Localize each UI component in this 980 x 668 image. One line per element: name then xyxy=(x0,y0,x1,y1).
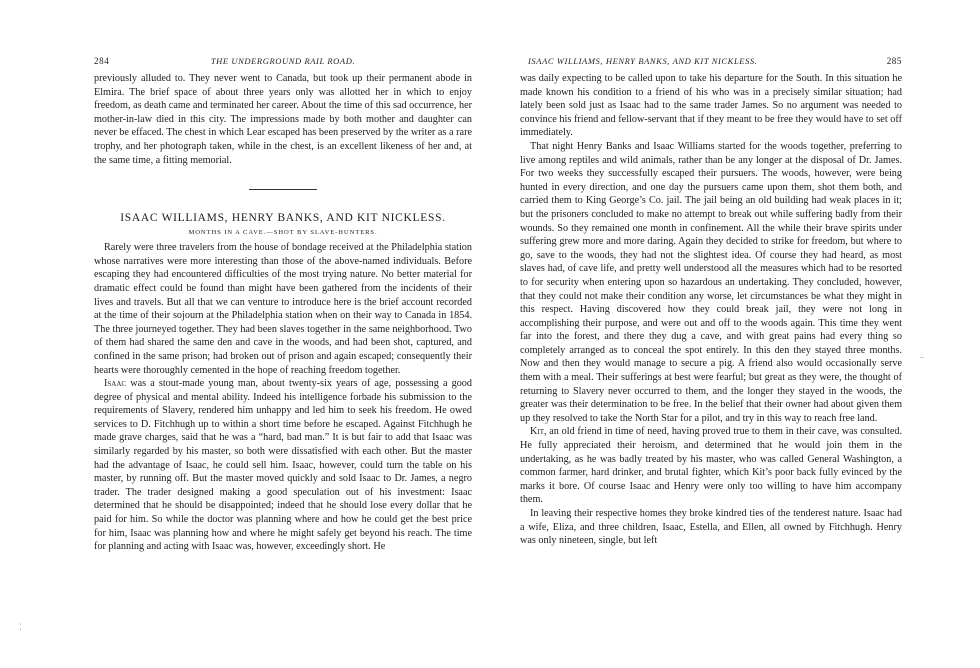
body-paragraph: was daily expecting to be called upon to take his departure for the South. In this situation he made known his condition to a friend of his who was in a precisely similar situation; had lately been sold just as Isaac had to the same trader James. So no argument was needed to convince his friend and fellow-servant that if they meant to be free they would have to set off immediately. xyxy=(520,73,902,139)
right-page xyxy=(520,0,902,668)
section-subtitle: MONTHS IN A CAVE.—SHOT BY SLAVE-HUNTERS. xyxy=(188,229,378,237)
running-title-left: THE UNDERGROUND RAIL ROAD. xyxy=(210,56,356,66)
body-paragraph xyxy=(520,425,902,507)
margin-dash-mark: – xyxy=(920,352,924,361)
right-page-body xyxy=(520,72,902,548)
section-divider xyxy=(249,189,317,190)
continued-paragraph: previously alluded to. They never went to Canada, but took up their permanent abode in Elmira. The brief space of about three years only was allotted her in which to enjoy freedom, as death came and terminated her career. About the time of this sad occurrence, her mother-in-law died in this city. The impressions made by both mother and daughter can never be effaced. The chest in which Lear escaped has been preserved by the writer as a rare trophy, and her photograph taken, while in the chest, is an excellent likeness of her and, at the same time, a fitting memorial. xyxy=(94,73,472,166)
paragraph-text: was a stout-made young man, about twenty-six years of age, possessing a good degree of physical and mental ability. Indeed his intelligence forbade his submission to the requirements of Slavery, rendered him unhappy and led him to seek his freedom. He owed services to D. Fitchhugh up to within a short time before he escaped. Against Fitchhugh he made grave charges, said that he was a “hard, bad man.” It is but fair to add that Isaac was similarly regarded by his master, so both were dissatisfied with each other. But the master had the advantage of Isaac, he could sell him. Isaac, however, could turn the table on his master, by running off. But the master moved quickly and sold Isaac to Dr. James, a negro trader. The trader designed making a good speculation out of his investment: Isaac determined that he should be disappointed; indeed that he should lose every dollar that he paid for him. So while the doctor was planning where and how he could get the best price for him, Isaac was planning how and where he might safely get beyond his reach. The time for planning and acting with Isaac was, however, exceedingly short. He xyxy=(94,378,472,553)
body-paragraph: Rarely were three travelers from the house of bondage received at the Philadelphia station whose narratives were more interesting than those of the above-named individuals. Before escaping they had encountered difficulties of the most trying nature. No better material for dramatic effect could be found than might have been gathered from the incidents of their lives and travels. But all that we can venture to introduce here is the brief account recorded at the time of their sojourn at the Philadelphia station when on their way to Canada in 1854. The three journeyed together. They had been slaves together in the same neighborhood. Two of them had shared the same den and cave in the woods, and had been shot, captured, and confined in the same prison; had broken out of prison and again escaped; consequently their hearts were thoroughly cemented in the hope of reaching freedom together. xyxy=(94,242,472,376)
page-number-left: 284 xyxy=(94,56,110,66)
left-page-body xyxy=(94,72,472,554)
body-paragraph: In leaving their respective homes they broke kindred ties of the tenderest nature. Isaac had a wife, Eliza, and three children, Isaac, Estella, and Ellen, all owned by Fitchhugh. Henry was only nineteen, single, but left xyxy=(520,508,902,547)
paragraph-text: an old friend in time of need, having proved true to them in their cave, was consulted. He fully appreciated their heroism, and determined that he would join them in the undertaking, as he was badly treated by his master, who was called General Washington, a common farmer, hard drinker, and brutal fighter, which Kit’s poor back fully evinced by the marks it bore. Of course Isaac and Henry were only too willing to have him accompany them. xyxy=(520,426,902,506)
paragraph-lead: Kit, xyxy=(530,426,547,438)
paragraph-lead: Isaac xyxy=(104,378,127,390)
body-paragraph xyxy=(94,377,472,554)
running-head-right xyxy=(520,56,902,70)
page-number-right: 285 xyxy=(886,56,902,66)
body-paragraph: That night Henry Banks and Isaac Williams started for the woods together, preferring to live among reptiles and wild animals, rather than be any longer at the disposal of Dr. James. For two weeks they successfully escaped their pursuers. The woods, however, were being hunted in every direction, and one day the pursuers came upon them, shot them both, and carried them to King George’s Co. jail. The jail being an old building had weak places in it; but the prisoners concluded to make no attempt to break out while suffering badly from their wounds. So they remained one month in confinement. All the while their brave spirits under suffering grew more and more daring. Again they decided to strike for freedom, but where to go, save to the woods, they had not the slightest idea. Of course they had heard, as most slaves had, of cave life, and pretty well understood all the measures which had to be resorted to for security when entering upon so hazardous an undertaking. They concluded, however, that they could not make their condition any worse, let circumstances be what they might in this respect. Having discovered how they could break jail, they were not long in accomplishing their purpose, and were out and off to the woods again. This time they went far into the forest, and there they dug a cave, and with great pains had every thing so completely arranged as to conceal the spot entirely. In this den they stayed three months. Now and then they would manage to secure a pig. A friend also would occasionally serve them with a meal. Their sufferings at best were fearful; but great as they were, the thought of returning to Slavery never occurred to them, and the longer they stayed in the woods, the greater was their determination to be free. In the belief that their owner had about given them up they resolved to take the North Star for a pilot, and try in this way to reach free land. xyxy=(520,140,902,424)
running-title-right: ISAAC WILLIAMS, HENRY BANKS, AND KIT NICKLESS. xyxy=(528,56,758,66)
left-page xyxy=(94,0,472,668)
running-head-left xyxy=(94,56,472,70)
margin-bar-mark: ¦ xyxy=(20,622,22,631)
section-title: ISAAC WILLIAMS, HENRY BANKS, AND KIT NICKLESS. xyxy=(120,212,446,225)
